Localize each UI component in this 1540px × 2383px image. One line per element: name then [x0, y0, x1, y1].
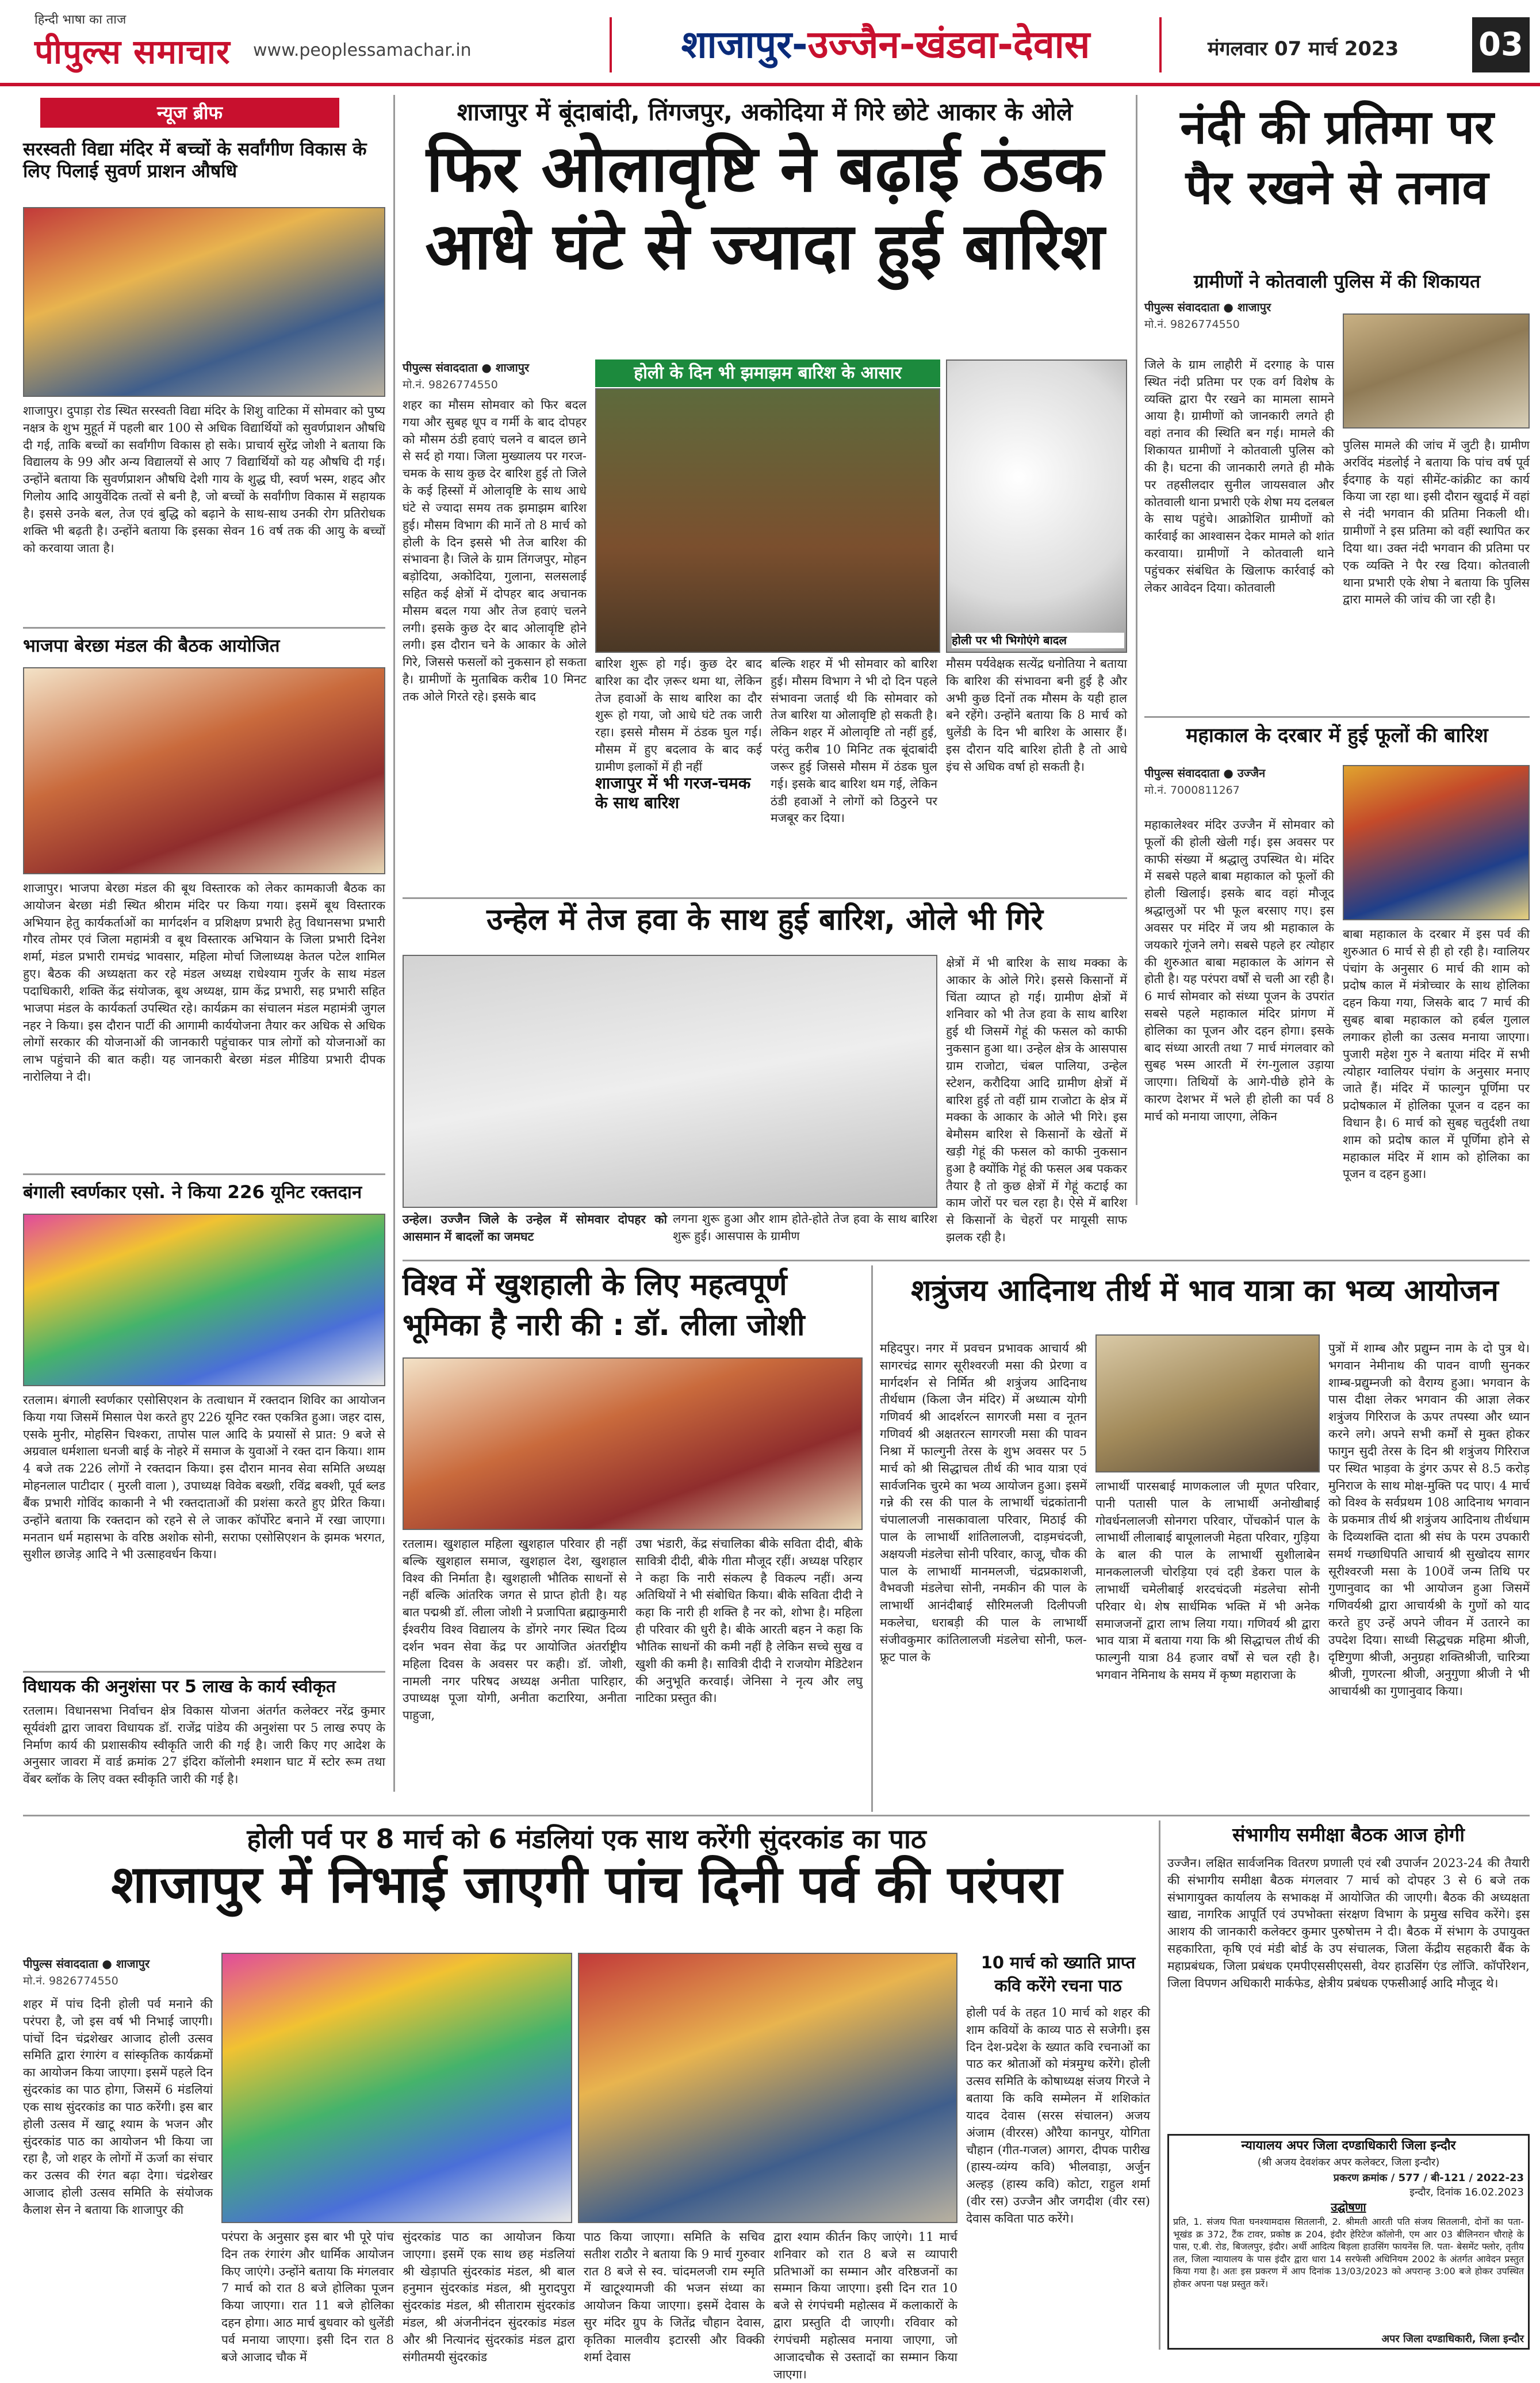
mahakal-byline: पीपुल्स संवाददाता ● उज्जैन — [1144, 766, 1266, 780]
joshi-photo — [403, 1357, 863, 1530]
edition-title — [610, 17, 1162, 72]
unhel-headline: उन्हेल में तेज हवा के साथ हुई बारिश, ओले भी गिरे — [486, 902, 1043, 937]
brief4-body: रतलाम। विधानसभा निर्वाचन क्षेत्र विकास योजना अंतर्गत कलेक्टर नरेंद्र कुमार सूर्यवंशी द्वारा जावरा विधायक डॉ. राजेंद्र पांडेय की अनुशंसा पर 5 लाख रुपए के निर्माण कार्य की प्रशासकीय स्वीकृति जारी की गई है। जारी किए गए आदेश के अनुसार जावरा में वार्ड क्रमांक 27 इंदिरा कॉलोनी श्मशान घाट में स्टोर रूम तथा वेंबर ब्लॉक के लिए वक्त स्वीकृति जारी की गई है। — [23, 1704, 385, 1787]
divider — [403, 1260, 1530, 1261]
brief1-title: सरस्वती विद्या मंदिर में बच्चों के सर्वांगीण विकास के लिए पिलाई सुवर्ण प्राशन औषधि — [23, 138, 367, 182]
divider — [23, 627, 385, 629]
sundarkand-col5: द्वारा श्याम कीर्तन किए जाएंगे। 11 मार्च शनिवार को रात 8 बजे स व्यापारी प्रतिभाओं का सम्मान और वरिष्ठजनों का सम्मान किया जाएगा। इसी दिन रात 10 बजे से रंगपंचमी महोत्सव में कलाकारों के द्वारा प्रस्तुति दी जाएगी। रविवार को रंगपंचमी महोत्सव मनाया जाएगा, जो आजादचौक से उस्तादों का सम्मान किया जाएगा। — [773, 2230, 957, 2381]
nandi-photo — [1343, 313, 1530, 429]
column-rule — [1159, 1820, 1160, 2350]
column-rule — [1136, 95, 1137, 1205]
logo-tagline: हिन्दी भाषा का ताज — [35, 13, 127, 27]
brief1-body: शाजापुर। दुपाड़ा रोड स्थित सरस्वती विद्या मंदिर के शिशु वाटिका में सोमवार को पुष्य नक्षत्र के शुभ मुहूर्त में पहली बार 100 से अधिक विद्यार्थियों को सुवर्णप्राशन औषधि दी गई, ताकि बच्चों का सर्वांगीण विकास हो सके। प्राचार्य सुरेंद्र जोशी ने बताया कि विद्यालय के 99 और अन्य विद्यालयों से आए 7 विद्यार्थियों को यह औषधि दी गई। उन्होंने बताया कि सुवर्णप्राशन औषधि देशी गाय के शुद्ध घी, स्वर्ण भस्म, शहद और गिलोय आदि आयुर्वेदिक तत्वों से बनी है, जो बच्चों के सर्वांगीण विकास में सहायक है। इससे उनके बल, तेज एवं बुद्धि को बढ़ाने के साथ-साथ उनकी रोग प्रतिरोधक शक्ति भी बढ़ती है। उन्होंने बताया कि इसका सेवन 16 वर्ष तक की आयु के बच्चों को करवाया जाता है। — [23, 404, 385, 555]
notice-subtitle: (श्री अजय देवशंकर अपर कलेक्टर, जिला इन्दौर) — [1257, 2156, 1440, 2168]
lead-col2: बारिश शुरू हो गई। कुछ देर बाद बारिश का दौर ज़रूर थमा था, लेकिन तेज हवाओं के साथ बारिश का दौर शुरू हो गया, जो आधे घंटे तक जारी रहा। इससे मौसम में ठंडक घुल गई। मौसम में हुए बदलाव के बाद कई ग्रामीण इलाकों में ही नहीं — [595, 657, 762, 774]
shatrunjay-photo — [1095, 1334, 1320, 1472]
brief2-body: शाजापुर। भाजपा बेरछा मंडल की बूथ विस्तारक को लेकर कामकाजी बैठक का आयोजन बेरछा मंडी स्थित श्रीराम मंदिर पर किया गया। इसमें बूथ विस्तारक अभियान हेतु कार्यकर्ताओं का मार्गदर्शन व प्रशिक्षण प्रभारी हेतु विधानसभा प्रभारी गौरव तोमर एवं जिला महामंत्री व बूथ विस्तारक अभियान के जिला प्रभारी दिनेश शर्मा, मंडल प्रभारी रामचंद्र भावसार, महिला मोर्चा जिलाध्यक्ष केतल पटेल शामिल हुए। बैठक की अध्यक्षता कर रहे मंडल अध्यक्ष राधेश्याम गुर्जर के साथ मंडल पदाधिकारी, शक्ति केंद्र संयोजक, बूथ अध्यक्ष, ग्राम केंद्र प्रभारी, सह प्रभारी सहित भाजपा मंडल के कार्यकर्ता उपस्थित रहे। कार्यक्रम का संचालन मंडल महामंत्री जुगल नहर ने किया। इस दौरान पार्टी की आगामी कार्ययोजना तैयार कर अधिक से अधिक लोगों सरकार की योजनाओं की जानकारी पहुंचाकर पात्र लोगों को योजनाओं का लाभ पहुंचाने की बात कही। यह जानकारी बेरछा मंडल मीडिया प्रभारी दीपक नारोलिया ने दी। — [23, 881, 385, 1084]
nandi-sub: ग्रामीणों ने कोतवाली पुलिस में की शिकायत — [1193, 270, 1481, 292]
lead-col3: बल्कि शहर में भी सोमवार को बारिश हुई। मौसम विभाग ने भी दो दिन पहले संभावना जताई थी कि सोमवार को तेज बारिश या ओलावृष्टि हो सकती है। लेकिन शहर में ओलावृष्टि तो नहीं हुई, परंतु करीब 10 मिनिट तक बूंदाबांदी जरूर हुई जिससे मौसम में ठंडक घुल गई। इसके बाद बारिश थम गई, लेकिन ठंडी हवाओं ने लोगों को ठिठुरने पर मजबूर कर दिया। — [771, 657, 937, 825]
nandi-col1: जिले के ग्राम लाहौरी में दरगाह के पास स्थित नंदी प्रतिमा पर एक वर्ग विशेष के व्यक्ति द्वारा पैर रखने का मामला सामने आया है। ग्रामीणों को जानकारी लगते ही वहां तनाव की स्थिति बन गई। मामले की शिकायत ग्रामीणों ने कोतवाली पुलिस को की है। घटना की जानकारी लगते ही मौके पर तहसीलदार सुनील जायसवाल और कोतवाली थाना प्रभारी एके शेषा मय दलबल के साथ पहुंचे। आक्रोशित ग्रामीणों को कार्रवाई का आश्वासन देकर मामले को शांत करवाया। ग्रामीणों ने कोतवाली थाने पहुंचकर संबंधित के खिलाफ कार्रवाई को लेकर आवेदन दिया। कोतवाली — [1144, 358, 1334, 595]
lead-photo-strip: होली के दिन भी झमाझम बारिश के आसार — [595, 359, 940, 387]
unhel-caption: उन्हेल। उज्जैन जिले के उन्हेल में सोमवार दोपहर को आसमान में बादलों का जमघट — [403, 1212, 667, 1244]
brief2-title: भाजपा बेरछा मंडल की बैठक आयोजित — [23, 636, 280, 656]
review-headline: संभागीय समीक्षा बैठक आज होगी — [1232, 1823, 1465, 1846]
poets-title-1: 10 मार्च को ख्याति प्राप्त — [980, 1953, 1136, 1972]
brief4-title: विधायक की अनुशंसा पर 5 लाख के कार्य स्वीकृत — [23, 1677, 336, 1697]
sundarkand-headline: शाजापुर में निभाई जाएगी पांच दिनी पर्व की परंपरा — [111, 1854, 1062, 1915]
unhel-photo — [403, 955, 937, 1208]
divider — [23, 1815, 1530, 1816]
lead-mobile: मो.नं. 9826774550 — [403, 378, 498, 391]
sundarkand-photo-2 — [578, 1953, 957, 2223]
logo-name: पीपुल्स समाचार — [35, 32, 231, 71]
lead-photo-field — [595, 388, 940, 653]
mahakal-mobile: मो.नं. 7000811267 — [1144, 784, 1240, 797]
news-brief-label: न्यूज ब्रीफ — [40, 98, 339, 128]
sundarkand-photo-1 — [221, 1953, 572, 2223]
poets-body: होली पर्व के तहत 10 मार्च को शहर की शाम कवियों के काव्य पाठ से सजेगी। इस दिन देश-प्रदेश के ख्यात कवि रचनाओं का पाठ कर श्रोताओं को मंत्रमुग्ध करेंगे। होली उत्सव समिति के कोषाध्यक्ष संजय गिरजे ने बताया कि कवि सम्मेलन में शशिकांत यादव देवास (सरस संचालन) अजय अंजाम (वीररस) औरैया कानपुर, योगिता चौहान (गीत-गजल) आगरा, दीपक पारीख (हास्य-व्यंग्य कवि) भीलवाड़ा, अर्जुन अल्हड़ (हास्य कवि) कोटा, राहुल शर्मा (वीर रस) उज्जैन और जगदीश (वीर रस) देवास कविता पाठ करेंगे। — [966, 2006, 1150, 2225]
nandi-col2: पुलिस मामले की जांच में जुटी है। ग्रामीण अरविंद मंडलोई ने बताया कि पांच वर्ष पूर्व ईदगाह के यहां सीमेंट-कांक्रीट का कार्य किया जा रहा था। इसी दौरान खुदाई में वहां से नंदी भगवान की प्रतिमा निकली थी। ग्रामीणों ने इस प्रतिमा को वहीं स्थापित कर दिया था। उक्त नंदी भगवान की प्रतिमा पर एक व्यक्ति ने पैर रख दिया। कोतवाली थाना प्रभारी एके शेषा ने बताया कि पुलिस द्वारा मामले की जांच की जा रही है। — [1343, 438, 1530, 607]
lead-subhead: शाजापुर में भी गरज-चमक के साथ बारिश — [595, 774, 751, 812]
brief1-photo — [23, 207, 385, 397]
lead-photo-hail — [946, 359, 1127, 653]
brief3-photo — [23, 1214, 385, 1386]
lead-byline: पीपुल्स संवाददाता ● शाजापुर — [403, 361, 530, 374]
notice-date: इन्दौर, दिनांक 16.02.2023 — [1409, 2186, 1524, 2198]
lead-kicker: शाजापुर में बूंदाबांदी, तिंगजपुर, अकोदिया में गिरे छोटे आकार के ओले — [457, 98, 1073, 126]
column-rule — [871, 1265, 873, 1812]
divider — [23, 1173, 385, 1175]
notice-heading: उद्घोषणा — [1331, 2200, 1366, 2214]
edition-cities: उज्जैन-खंडवा-देवास — [807, 22, 1090, 67]
notice-title: न्यायालय अपर जिला दण्डाधिकारी जिला इन्दौर — [1241, 2139, 1456, 2153]
divider — [23, 1671, 385, 1673]
joshi-headline-2: भूमिका है नारी की : डॉ. लीला जोशी — [403, 1308, 805, 1342]
brief3-title: बंगाली स्वर्णकार एसो. ने किया 226 यूनिट रक्तदान — [23, 1182, 362, 1203]
notice-signature: अपर जिला दण्डाधिकारी, जिला इन्दौर — [1381, 2333, 1524, 2345]
joshi-col1: रतलाम। खुशहाल महिला खुशहाल परिवार ही नहीं बल्कि खुशहाल समाज, खुशहाल देश, खुशहाल विश्व की निर्माता है। खुशहाली भौतिक साधनों से नहीं बल्कि आंतरिक जगत से प्राप्त होती है। यह बात पद्मश्री डॉ. लीला जोशी ने प्रजापिता ब्रह्माकुमारी ईश्वरीय विश्व विद्यालय के डोंगरे नगर स्थित दिव्य दर्शन भवन सेवा केंद्र पर आयोजित अंतर्राष्ट्रीय महिला दिवस के अवसर पर कही। डॉ. जोशी, नामली नगर परिषद अध्यक्ष अनीता पारिहार, उपाध्यक्ष पूजा योगी, अनीता कटारिया, अनीता पाहुजा, — [403, 1537, 627, 1723]
unhel-col1: लगना शुरू हुआ और शाम होते-होते तेज हवा के साथ बारिश शुरू हुई। आसपास के ग्रामीण — [673, 1212, 937, 1243]
sundarkand-kicker: होली पर्व पर 8 मार्च को 6 मंडलियां एक साथ करेंगी सुंदरकांड का पाठ — [247, 1823, 926, 1854]
unhel-col2: क्षेत्रों में भी बारिश के साथ मक्का के आकार के ओले गिरे। इससे किसानों में चिंता व्याप्त हो गई। ग्रामीण क्षेत्रों में शनिवार को भी तेज हवा के साथ बारिश हुई थी जिसमें गेहूं की फसल को काफी नुकसान हुआ था। उन्हेल क्षेत्र के आसपास ग्राम राजोटा, चंबल पालिया, उन्हेल स्टेशन, करौदिया आदि ग्रामीण क्षेत्रों में बारिश हुई तो वहीं ग्राम राजोटा के क्षेत्र में मक्का के आकार के ओले भी गिरे। इस बेमौसम बारिश से किसानों के खेतों में खड़ी गेहूं की फसल को काफी नुकसान हुआ है क्योंकि गेहूं की फसल अब पककर तैयार है तो कुछ क्षेत्रों में गेहूं कटाई का काम जोरों पर चल रहा है। ऐसे में बारिश से किसानों के चेहरों पर मायूसी साफ झलक रही है। — [946, 956, 1127, 1244]
site-url[interactable]: www.peoplessamachar.in — [253, 40, 472, 60]
sundarkand-col1: शहर में पांच दिनी होली पर्व मनाने की परंपरा है, जो इस वर्ष भी निभाई जाएगी। पांचों दिन चंद्रशेखर आजाद होली उत्सव समिति द्वारा रंगारंग व सांस्कृतिक कार्यक्रमों का आयोजन किया जाएगा। इसमें पहले दिन सुंदरकांड का पाठ होगा, जिसमें 6 मंडलियां एक साथ सुंदरकांड का पाठ करेंगी। इस बार होली उत्सव में खाटू श्याम के भजन और सुंदरकांड पाठ का आयोजन भी किया जा रहा है, जो शहर के लोगों में ऊर्जा का संचार कर उत्सव की रंगत बढ़ा देगा। चंद्रशेखर आजाद होली उत्सव समिति के संयोजक कैलाश सेन ने बताया कि शाजापुर की — [23, 1997, 213, 2217]
notice-case: प्रकरण क्रमांक / 577 / बी-121 / 2022-23 — [1333, 2172, 1524, 2184]
shatrunjay-headline: शत्रुंजय आदिनाथ तीर्थ में भाव यात्रा का भव्य आयोजन — [911, 1273, 1499, 1308]
sundarkand-col3: सुंदरकांड पाठ का आयोजन किया जाएगा। इसमें एक साथ छह मंडलियां श्री खेड़ापति सुंदरकांड मंडल, श्री बाल हनुमान सुंदरकांड मंडल, श्री मुरादपुरा सुंदरकांड मंडल, श्री सीताराम सुंदरकांड मंडल, श्री अंजनीनंदन सुंदरकांड मंडल और श्री नित्यानंद सुंदरकांड मंडल द्वारा संगीतमयी सुंदरकांड — [403, 2230, 575, 2364]
lead-col1: शहर का मौसम सोमवार को फिर बदल गया और सुबह धूप व गर्मी के बाद दोपहर को मौसम ठंडी हवाएं चलने व बादल छाने से सर्द हो गया। जिला मुख्यालय पर गरज-चमक के साथ कुछ देर बारिश हुई तो जिले के कई हिस्सों में ओलावृष्टि के साथ आधे घंटे से ज्यादा समय तक झमाझम बारिश हुई। मौसम विभाग की मानें तो 8 मार्च को होली के दिन इससे भी तेज बारिश की संभावना है। जिले के ग्राम तिंगजपुर, मोहन बड़ोदिया, अकोदिया, गुलाना, सलसलाई सहित कई क्षेत्रों में दोपहर बाद अचानक मौसम बदल गया और तेज हवाएं चलने लगी। इसके कुछ देर बाद ओलावृष्टि होने लगी। इस दौरान चने के आकार के ओले गिरे, जिससे फसलों को नुकसान हो सकता है। ग्रामीणों के मुताबिक करीब 10 मिनट तक ओले गिरते रहे। इसके बाद — [403, 398, 587, 703]
edition-city: शाजापुर- — [681, 22, 808, 67]
nandi-headline-2: पैर रखने से तनाव — [1185, 160, 1489, 215]
nandi-headline-1: नंदी की प्रतिमा पर — [1180, 100, 1494, 155]
joshi-col2: उषा भंडारी, केंद्र संचालिका बीके सविता दीदी, बीके सावित्री दीदी, बीके गीता मौजूद रहीं। अध्यक्ष परिहार ने कहा कि नारी संकल्प है विकल्प नहीं। अन्य अतिथियों ने भी संबोधित किया। बीके सविता दीदी ने कहा कि नारी ही शक्ति है नर को, शोभा है। महिला ही परिवार की धुरी है। बीके आरती बहन ने कहा कि भौतिक साधनों की कमी नहीं है लेकिन सच्चे सुख व खुशी की कमी है। सावित्री दीदी ने राजयोग मेडिटेशन की अनुभूति करवाई। जेनिसा ने नृत्य और लघु नाटिका प्रस्तुत की। — [635, 1537, 863, 1705]
shatrunjay-col2: लाभार्थी पारसबाई माणकलाल जी मूणत परिवार, पानी पतासी पाल के लाभार्थी अनोखीबाई गोवर्धनलालजी सोनगरा परिवार, पोंचकोर्न पाल के लाभार्थी लीलाबाई बापूलालजी मेहता परिवार, गुड़िया के बाल की पाल के लाभार्थी सुशीलाबेन मानकलालजी चोरड़िया एवं दही डेकरा पाल के लाभार्थी चमेलीबाई शरदचंदजी मंडलेचा सोनी परिवार थे। शेष सार्धमिक भक्ति में भी अनेक समाजजनों द्वारा लाभ लिया गया। गणिवर्य श्री द्वारा भाव यात्रा में बताया गया कि श्री सिद्धाचल तीर्थ की फाल्गुनी यात्रा 84 हजार वर्षों से चल रही है। भगवान नेमिनाथ के समय में कृष्ण महाराजा के — [1095, 1479, 1320, 1682]
lead-col4: मौसम पर्यवेक्षक सत्येंद्र धनोतिया ने बताया कि बारिश की संभावना बनी हुई है और अभी कुछ दिनों तक मौसम के यही हाल बने रहेंगे। उन्होंने बताया कि 8 मार्च को धुलेंडी के दिन भी बारिश के आसार हैं। इस दौरान यदि बारिश होती है तो आधे इंच से अधिक वर्षा हो सकती है। — [946, 657, 1127, 774]
sundarkand-byline: पीपुल्स संवाददाता ● शाजापुर — [23, 1957, 150, 1971]
mahakal-headline: महाकाल के दरबार में हुई फूलों की बारिश — [1186, 724, 1488, 747]
mahakal-col1: महाकालेश्वर मंदिर उज्जैन में सोमवार को फूलों की होली खेली गई। इस अवसर पर काफी संख्या में श्रद्धालु उपस्थित थे। मंदिर में सबसे पहले बाबा महाकाल को फूलों की होली खिलाई। इसके बाद वहां मौजूद श्रद्धालुओं पर भी फूल बरसाए गए। इस अवसर पर मंदिर में जय श्री महाकाल के जयकारे गूंजने लगे। सबसे पहले हर त्योहार की शुरुआत बाबा महाकाल के आंगन से होती है। यह परंपरा वर्षों से चली आ रही है। 6 मार्च सोमवार को संध्या पूजन के उपरांत सबसे पहले महाकाल मंदिर प्रांगण में होलिका का पूजन और दहन होगा। इसके बाद संध्या आरती तथा 7 मार्च मंगलवार को सुबह भस्म आरती में रंग-गुलाल उड़ाया जाएगा। तिथियों के आगे-पीछे होने के कारण देशभर में भले ही होली का पर्व 8 मार्च को मनाया जाएगा, लेकिन — [1144, 818, 1334, 1123]
divider — [1144, 716, 1530, 718]
divider — [403, 897, 1127, 899]
review-body: उज्जैन। लक्षित सार्वजनिक वितरण प्रणाली एवं रबी उपार्जन 2023-24 की तैयारी की संभागीय समीक्षा बैठक मंगलवार 7 मार्च को दोपहर 3 से 6 बजे तक संभागायुक्त कार्यालय के सभाकक्ष में आयोजित की जाएगी। बैठक की अध्यक्षता खाद्य, नागरिक आपूर्ति एवं उपभोक्ता संरक्षण विभाग के प्रमुख सचिव करेंगे। इस आशय की जानकारी कलेक्टर कुमार पुरुषोत्तम ने दी। बैठक में संभाग के उपायुक्त सहकारिता, कृषि एवं मंडी बोर्ड के उप संचालक, जिला केंद्रीय सहकारी बैंक के महाप्रबंधक, जिला प्रबंधक एमपीएससीएससी, वेयर हाउसिंग एंड लॉजि. कॉर्पोरेशन, जिला विपणन अधिकारी मार्कफेड, क्षेत्रीय प्रबंधक एफसीआई आदि मौजूद थे। — [1167, 1856, 1530, 1990]
mahakal-photo — [1343, 765, 1530, 920]
newspaper-logo[interactable] — [35, 10, 242, 74]
brief3-body: रतलाम। बंगाली स्वर्णकार एसोसिएशन के तत्वाधान में रक्तदान शिविर का आयोजन किया गया जिसमें मिसाल पेश करते हुए 226 यूनिट रक्त एकत्रित हुआ। जहर दास, एसके मुनीर, मोहसिन चिश्करा, तापोस पाल आदि के प्रयासों से प्रात: 9 बजे से अग्रवाल धर्मशाला धनजी बाई के नोहरे में समाज के युवाओं ने रक्त दान किया। शाम 4 बजे तक 226 लोगों ने रक्तदान किया। इस दौरान मानव सेवा समिति अध्यक्ष मोहनलाल पाटीदार ( मुरली वाला ), उपाध्यक्ष विवेक बख्शी, रविंद्र बक्शी, पूर्व ब्लड बैंक प्रभारी गोविंद काकानी ने भी रक्तदाताओं की प्रशंसा करते हुए प्रेरित किया। उन्होंने बताया कि रक्तदान को रहने से ले जाकर कॉर्पोरेट बनाने में रखा जाएगा। मनतान धर्म महासभा के वरिष्ठ अशोक सोनी, सराफा एसोसिएशन के झमक भरगत, सुशील छाजेड़ आदि ने भी उत्साहवर्धन किया। — [23, 1393, 385, 1562]
column-rule — [393, 95, 395, 1792]
lead-photo-caption: होली पर भी भिगोएंगे बादल — [952, 633, 1124, 648]
notice-body: प्रति, 1. संजय पिता घनश्यामदास सितलानी, 2. श्रीमती आरती पति संजय सितलानी, दोनों का पता- भूखंड क्र 372, टैंक टावर, प्रकोष्ठ क्र 204, इंदौर हेरिटेज कॉलोनी, एम आर 03 बीलिनरान चौराहे के पास, ए.बी. रोड, बिजलपुर, इंदौर। अर्थी आदित्य बिड़ला हाउसिंग फायनेंस लि. पता- बेसमेंट फ्लोर, तृतीय तल, जिला न्यायालय के पास इंदौर द्वारा धारा 14 सरफेसी अधिनियम 2002 के अंतर्गत आवेदन प्रस्तुत किया गया है। अतः इस प्रकरण में आप दिनांक 13/03/2023 को अपरान्ह 3:00 बजे होकर उपस्थित होकर अपना पक्ष प्रस्तुत करें। — [1173, 2216, 1524, 2289]
shatrunjay-col3: पुत्रों में शाम्ब और प्रद्युम्न नाम के दो पुत्र थे। भगवान नेमीनाथ की पावन वाणी सुनकर शाम्ब-प्रद्युम्नजी को वैराग्य हुआ। भगवान के पास दीक्षा लेकर भगवान की आज्ञा लेकर शत्रुंजय गिरिराज के ऊपर तपस्या और ध्यान करने लगे। अपने सभी कर्मों से मुक्त होकर फागुन सुदी तेरस के दिन श्री शत्रुंजय गिरिराज पर स्थित भाड़वा के डुंगर ऊपर से 8.5 करोड़ मुनिराज के साथ मोक्ष-मुक्ति पद पाए। 4 मार्च को विश्व के सर्वप्रथम 108 आदिनाथ भगवान के प्रकमात्र तीर्थ श्री शत्रुंजय आदिनाथ तीर्थधाम के दिव्यशक्ति दाता श्री संघ के परम उपकारी समर्थ गच्छाधिपति आचार्य श्री सुखोदय सागर सूरीश्वरजी मसा के 100वें जन्म तिथि पर गुणानुवाद का भी आयोजन हुआ जिसमें गणिवर्यश्री द्वारा आचार्यश्री के गुणों को याद करते हुए उन्हें अपने जीवन में उतारने का उपदेश दिया। साध्वी सिद्धचक्र महिमा श्रीजी, दृष्टिगुणा श्रीजी, अनुग्रहा शक्तिश्रीजी, चारित्र्या श्रीजी, गुणरत्ना श्रीजी, अनुगुणा श्रीजी ने भी आचार्यश्री का गुणानुवाद किया। — [1328, 1341, 1530, 1699]
nandi-mobile: मो.नं. 9826774550 — [1144, 318, 1240, 331]
joshi-headline-1: विश्व में खुशहाली के लिए महत्वपूर्ण — [403, 1268, 787, 1302]
shatrunjay-col1: महिदपुर। नगर में प्रवचन प्रभावक आचार्य श्री सागरचंद्र सागर सूरीश्वरजी मसा की प्रेरणा व मार्गदर्शन से निर्मित श्री शत्रुंजय आदिनाथ तीर्थधाम (किला जैन मंदिर) में अध्यात्म योगी गणिवर्य श्री आदर्शरत्न सागरजी मसा व नूतन गणिवर्य श्री अक्षतरत्न सागरजी मसा की पावन निश्रा में फाल्गुनी तेरस के शुभ अवसर पर 5 मार्च को श्री सिद्धाचल तीर्थ की भाव यात्रा एवं सार्वजनिक चुरमे का भव्य आयोजन हुआ। इसमें गन्ने की रस की पाल के लाभार्थी चंद्रकांतानी चंपालालजी नासकावाला परिवार, मिठाई की पाल के लाभार्थी शांतिलालजी, दाड़मचंदजी, अक्षयजी मंडलेचा सोनी परिवार, काजू, चौक की पाल के लाभार्थी मानमलजी, चंद्रप्रकाशजी, वैभवजी मंडलेचा सोनी, नमकीन की पाल के लाभार्थी आनंदीबाई सौरिमलजी दिलीपजी मकलेचा, धराबड़ी की पाल के लाभार्थी संजीवकुमार कांतिलालजी मंडलेचा सोनी, फल-फ्रूट पाल के — [880, 1341, 1087, 1664]
sundarkand-col4: पाठ किया जाएगा। समिति के सचिव सतीश राठौर ने बताया कि 9 मार्च गुरुवार रात 8 बजे से स्व. चांदमलजी राम स्मृति में खाटूश्यामजी की भजन संध्या का आयोजन किया जाएगा। इसमें देवास के सुर मंदिर ग्रुप के जितेंद्र चौहान देवास, कृतिका मालवीय इटारसी और विक्की शर्मा देवास — [584, 2230, 765, 2364]
lead-headline-2: आधे घंटे से ज्यादा हुई बारिश — [425, 209, 1105, 284]
sundarkand-col2: परंपरा के अनुसार इस बार भी पूरे पांच दिन तक रंगारंग और धार्मिक आयोजन किए जाएंगे। उन्होंने बताया कि मंगलवार 7 मार्च को रात 8 बजे होलिका पूजन किया जाएगा। रात 11 बजे होलिका दहन होगा। आठ मार्च बुधवार को धुलेंडी पर्व मनाया जाएगा। इसी दिन रात 8 बजे आजाद चौक में — [221, 2230, 394, 2364]
nandi-byline: पीपुल्स संवाददाता ● शाजापुर — [1144, 300, 1271, 314]
lead-headline-1: फिर ओलावृष्टि ने बढ़ाई ठंडक — [426, 132, 1104, 206]
mahakal-col2: बाबा महाकाल के दरबार में इस पर्व की शुरुआत 6 मार्च से ही हो रही है। ग्वालियर पंचांग के अनुसार 6 मार्च की शाम को प्रदोष काल में मंत्रोच्चार के साथ होलिका दहन किया गया, जिसके बाद 7 मार्च की सुबह बाबा महाकाल को हर्बल गुलाल लगाकर होली का उत्सव मनाया जाएगा। पुजारी महेश गुरु ने बताया मंदिर में सभी त्योहार ग्वालियर पंचांग के अनुसार मनाए जाते हैं। मंदिर में फाल्गुन पूर्णिमा पर प्रदोषकाल में होलिका पूजन व दहन का विधान है। 6 मार्च को सुबह चतुर्दशी तथा शाम को प्रदोष काल में पूर्णिमा होने से महाकाल मंदिर में शाम को होलिका का पूजन व दहन हुआ। — [1343, 927, 1530, 1181]
issue-date: मंगलवार 07 मार्च 2023 — [1208, 37, 1399, 60]
page-number: 03 — [1472, 17, 1530, 72]
poets-title-2: कवि करेंगे रचना पाठ — [994, 1976, 1122, 1995]
brief2-photo — [23, 667, 385, 874]
sundarkand-mobile: मो.नं. 9826774550 — [23, 1975, 118, 1987]
